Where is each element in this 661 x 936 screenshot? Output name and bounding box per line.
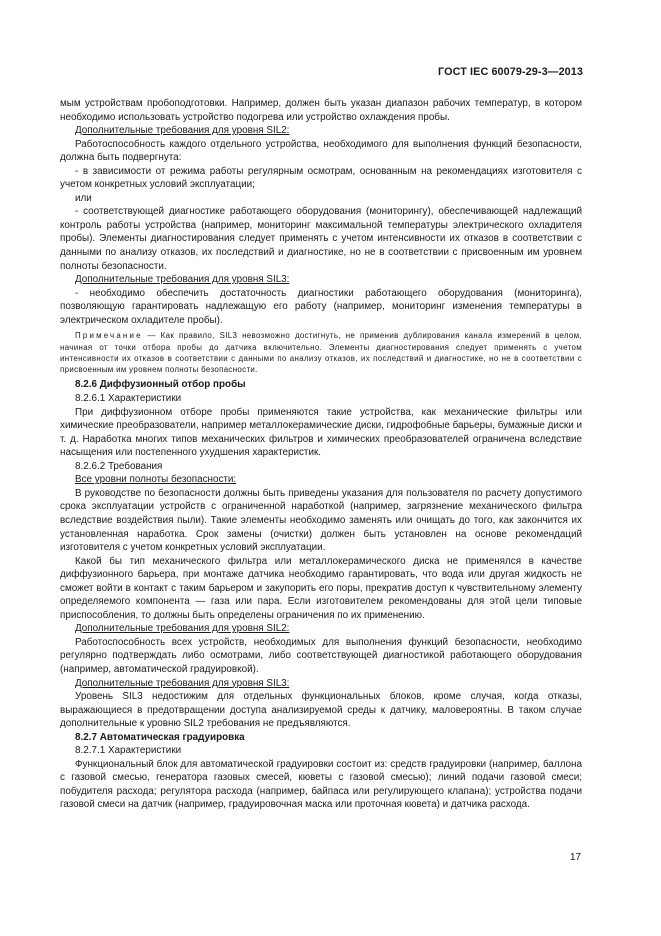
page-number: 17	[570, 852, 581, 863]
list-item: - в зависимости от режима работы регулярным осмотрам, основанным на рекомендациях изготовителя с учетом конкретных условий эксплуатации;	[60, 165, 582, 191]
subsection-heading: 8.2.6.2 Требования	[75, 460, 163, 472]
subsection-label: Дополнительные требования для уровня SIL3:	[75, 274, 290, 286]
paragraph: Уровень SIL3 недостижим для отдельных функциональных блоков, кроме случая, когда отказы, выражающиеся в предотвращении доступа анализируемой среды к датчику, маловероятны. В таком случае дополнительные к уровню SIL2 требования не предъявляются.	[60, 691, 582, 730]
paragraph: или	[75, 192, 92, 204]
document-body	[60, 97, 582, 812]
list-item: - соответствующей диагностике работающего оборудования (мониторингу), обеспечивающей надлежащий контроль работы устройства (например, мониторинг максимальной температуры электрического охладителя пробы). Элементы диагностирования следует применять с учетом интенсивности их отказов в соответствии с данными по анализу отказов, их последствий и диагностике, но не в соответствии с присвоенным им уровнем полноты безопасности.	[60, 206, 582, 272]
paragraph: Какой бы тип механического фильтра или металлокерамического диска не применялся в качестве диффузионного барьера, при монтаже датчика необходимо гарантировать, что вода или другая жидкость не сможет войти в контакт с таким барьером и закупорить его поры, прекратив доступ к чувствительному элементу определяемого компонента — газа или пара. Если изготовителем рекомендованы для этой цели типовые приспособления, то должны быть определены ограничения по их применению.	[60, 555, 582, 621]
paragraph: В руководстве по безопасности должны быть приведены указания для пользователя по расчету допустимого срока эксплуатации устройств с ограниченной наработкой (например, загрязнение механического фильтра вследствие воздействия пыли). Такие элементы необходимо заменять или очищать до того, как закончится их установленная наработка. Срок замены (очистки) должен быть установлен на основе рекомендаций изготовителя с учетом конкретных условий эксплуатации.	[60, 487, 582, 554]
paragraph: Работоспособность всех устройств, необходимых для выполнения функций безопасности, необходимо регулярно подтверждать либо осмотрами, либо соответствующей диагностикой работающего оборудования (например, автоматической градуировкой).	[60, 636, 582, 675]
subsection-heading: 8.2.6.1 Характеристики	[75, 393, 182, 405]
paragraph: Работоспособность каждого отдельного устройства, необходимого для выполнения функций безопасности, должна быть подвергнута:	[60, 138, 582, 164]
paragraph: мым устройствам пробоподготовки. Например, должен быть указан диапазон рабочих температур, в котором необходимо использовать устройство подогрева или устройство охлаждения пробы.	[60, 98, 582, 123]
subsection-label: Дополнительные требования для уровня SIL3:	[75, 677, 290, 689]
subsection-label: Все уровни полноты безопасности:	[75, 474, 237, 486]
paragraph: При диффузионном отборе пробы применяются такие устройства, как механические фильтры или химические преобразователи, например металлокерамические диски, гидрофобные барьеры, бумажные диски и т. д. Наработка многих типов механических фильтров и химических преобразователей ограничена вследствие насыщения или постепенного ухудшения характеристик.	[60, 406, 582, 459]
subsection-label: Дополнительные требования для уровня SIL2:	[75, 623, 290, 635]
note	[60, 330, 582, 375]
note-text: — Как правило, SIL3 невозможно достигнуть, не применив дублирования канала измерений в целом, начиная от точки отбора пробы до датчика включительно. Элементы диагностирования следует применять с учетом интенсивности их отказов в соответствии с данными по анализу отказов, их последствий и диагностике, но не в соответствии с присвоенным им уровнем полноты безопасности.	[60, 331, 582, 375]
section-heading: 8.2.6 Диффузионный отбор пробы	[75, 379, 246, 391]
paragraph: Функциональный блок для автоматической градуировки состоит из: средств градуировки (например, баллона с газовой смесью, генератора газовых смесей, кюветы с газовой смесью); линий подачи газовой смеси; побудителя расхода; регулятора расхода (например, байпаса или регулирующего клапана); устройства подачи газовой смеси на датчик (например, градуировочная маска или проточная кювета) и датчика расхода.	[60, 758, 582, 811]
section-heading: 8.2.7 Автоматическая градуировка	[75, 731, 245, 743]
subsection-label: Дополнительные требования для уровня SIL2:	[75, 125, 290, 137]
subsection-heading: 8.2.7.1 Характеристики	[75, 745, 182, 757]
note-label: Примечание	[75, 331, 143, 341]
list-item: - необходимо обеспечить достаточность диагностики работающего оборудования (мониторинга), позволяющую гарантировать надлежащую его работу (например, мониторинг изменения температуры в электрическом охладителе пробы).	[60, 287, 582, 326]
standard-header: ГОСТ IEC 60079-29-3—2013	[438, 66, 583, 78]
